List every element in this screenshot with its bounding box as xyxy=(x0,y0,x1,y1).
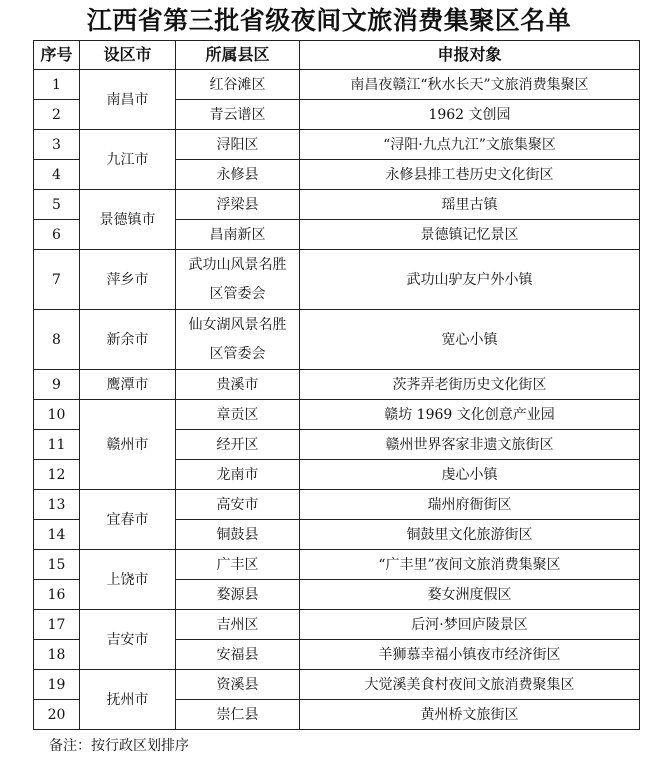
table-row xyxy=(34,400,640,430)
cell-target: 宽心小镇 xyxy=(300,310,640,370)
cell-target: 赣坊 1969 文化创意产业园 xyxy=(300,400,640,430)
cell-target: 大觉溪美食村夜间文旅消费聚集区 xyxy=(300,670,640,700)
cell-county: 吉州区 xyxy=(176,610,300,640)
cell-target: 婺女洲度假区 xyxy=(300,580,640,610)
cell-target: 虔心小镇 xyxy=(300,460,640,490)
cell-county: 武功山风景名胜区管委会 xyxy=(176,250,300,310)
cell-county: 浔阳区 xyxy=(176,130,300,160)
table-row xyxy=(34,70,640,100)
table-row xyxy=(34,250,640,310)
cell-no: 6 xyxy=(34,220,80,250)
cell-county: 贵溪市 xyxy=(176,370,300,400)
cell-county: 广丰区 xyxy=(176,550,300,580)
cell-county: 浮梁县 xyxy=(176,190,300,220)
cell-county: 青云谱区 xyxy=(176,100,300,130)
header-city: 设区市 xyxy=(80,41,176,70)
cell-no: 7 xyxy=(34,250,80,310)
cell-county: 昌南新区 xyxy=(176,220,300,250)
table-row xyxy=(34,550,640,580)
cell-no: 5 xyxy=(34,190,80,220)
cell-target: 南昌夜赣江“秋水长天”文旅消费集聚区 xyxy=(300,70,640,100)
cell-city: 九江市 xyxy=(80,130,176,190)
cell-no: 17 xyxy=(34,610,80,640)
table-row xyxy=(34,190,640,220)
cell-county: 高安市 xyxy=(176,490,300,520)
cell-county: 安福县 xyxy=(176,640,300,670)
header-no: 序号 xyxy=(34,41,80,70)
cell-county: 红谷滩区 xyxy=(176,70,300,100)
cell-target: 羊狮慕幸福小镇夜市经济街区 xyxy=(300,640,640,670)
cell-no: 4 xyxy=(34,160,80,190)
cell-target: 瑶里古镇 xyxy=(300,190,640,220)
cell-city: 景德镇市 xyxy=(80,190,176,250)
cell-county: 章贡区 xyxy=(176,400,300,430)
cell-target: 赣州世界客家非遗文旅街区 xyxy=(300,430,640,460)
cell-city: 南昌市 xyxy=(80,70,176,130)
table-row xyxy=(34,310,640,370)
cell-city: 吉安市 xyxy=(80,610,176,670)
cell-target: “广丰里”夜间文旅消费集聚区 xyxy=(300,550,640,580)
cell-target: 铜鼓里文化旅游街区 xyxy=(300,520,640,550)
cell-target: “浔阳·九点九江”文旅集聚区 xyxy=(300,130,640,160)
cell-target: 茨荠弄老街历史文化街区 xyxy=(300,370,640,400)
cell-no: 1 xyxy=(34,70,80,100)
cell-county: 永修县 xyxy=(176,160,300,190)
cell-target: 武功山驴友户外小镇 xyxy=(300,250,640,310)
cell-city: 上饶市 xyxy=(80,550,176,610)
cell-county: 经开区 xyxy=(176,430,300,460)
footnote: 备注：按行政区划排序 xyxy=(49,738,189,754)
cell-no: 12 xyxy=(34,460,80,490)
cell-no: 18 xyxy=(34,640,80,670)
cell-target: 永修县排工巷历史文化街区 xyxy=(300,160,640,190)
district-list-table xyxy=(33,40,640,730)
cell-no: 14 xyxy=(34,520,80,550)
cell-city: 新余市 xyxy=(80,310,176,370)
cell-target: 瑞州府衙街区 xyxy=(300,490,640,520)
cell-no: 8 xyxy=(34,310,80,370)
cell-city: 赣州市 xyxy=(80,400,176,490)
cell-no: 15 xyxy=(34,550,80,580)
cell-target: 后河·梦回庐陵景区 xyxy=(300,610,640,640)
header-county: 所属县区 xyxy=(176,41,300,70)
cell-no: 16 xyxy=(34,580,80,610)
header-target: 申报对象 xyxy=(300,41,640,70)
cell-county: 资溪县 xyxy=(176,670,300,700)
cell-no: 3 xyxy=(34,130,80,160)
cell-no: 20 xyxy=(34,700,80,730)
table-row xyxy=(34,370,640,400)
cell-no: 11 xyxy=(34,430,80,460)
cell-county: 崇仁县 xyxy=(176,700,300,730)
cell-no: 13 xyxy=(34,490,80,520)
cell-city: 抚州市 xyxy=(80,670,176,730)
cell-county: 婺源县 xyxy=(176,580,300,610)
cell-city: 萍乡市 xyxy=(80,250,176,310)
cell-county: 铜鼓县 xyxy=(176,520,300,550)
cell-no: 19 xyxy=(34,670,80,700)
cell-county: 仙女湖风景名胜区管委会 xyxy=(176,310,300,370)
cell-city: 宜春市 xyxy=(80,490,176,550)
cell-no: 9 xyxy=(34,370,80,400)
cell-county: 龙南市 xyxy=(176,460,300,490)
table-row xyxy=(34,670,640,700)
cell-target: 黄州桥文旅街区 xyxy=(300,700,640,730)
table-header-row xyxy=(34,41,640,70)
cell-target: 景德镇记忆景区 xyxy=(300,220,640,250)
table-row xyxy=(34,490,640,520)
table-row xyxy=(34,130,640,160)
table-row xyxy=(34,610,640,640)
cell-no: 10 xyxy=(34,400,80,430)
cell-target: 1962 文创园 xyxy=(300,100,640,130)
cell-no: 2 xyxy=(34,100,80,130)
cell-city: 鹰潭市 xyxy=(80,370,176,400)
page-title: 江西省第三批省级夜间文旅消费集聚区名单 xyxy=(86,6,572,35)
